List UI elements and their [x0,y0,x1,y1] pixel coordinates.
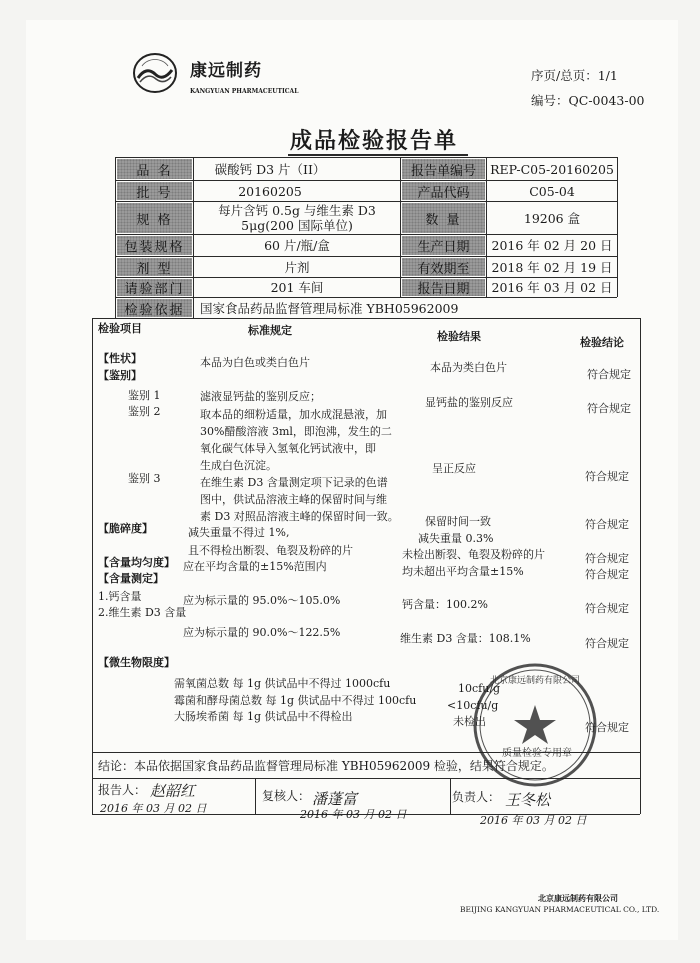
micro-1-result: 10cfu/g [458,682,501,695]
label-report-date: 报告日期 [402,279,485,296]
company-logo [132,52,178,94]
micro-conclusion: 符合规定 [585,721,629,734]
code-value: QC-0043-00 [568,93,645,108]
gai-result: 钙含量：100.2% [402,598,488,611]
cuisui-std-1: 减失重量不得过 1%, [188,526,290,539]
jb1-label: 鉴别 1 [128,389,161,402]
col-standard: 标准规定 [248,324,292,337]
package-spec: 60 片/瓶/盒 [264,238,330,253]
cuisui-std-2: 且不得检出断裂、龟裂及粉碎的片 [188,544,353,557]
report-title: 成品检验报告单 [290,128,459,154]
cuisui-con-2: 符合规定 [585,552,629,565]
jb12-result: 显钙盐的鉴别反应 [425,396,513,409]
seal-subtext: 质量检验专用章 [502,748,572,759]
jb12-std-2: 取本品的细粉适量，加水成混悬液，加 [200,408,387,421]
department: 201 车间 [270,280,324,295]
label-package: 包装规格 [117,236,192,255]
micro-1-standard: 需氧菌总数 每 1g 供试品中不得过 1000cfu [174,677,391,690]
expiry-date: 2018 年 02 月 19 日 [491,259,613,275]
seal-text: 北京康远制药有限公司 [490,676,581,686]
vd-result: 维生素 D3 含量：108.1% [400,632,531,645]
jb3-label: 鉴别 3 [128,472,161,485]
footer-company-cn: 北京康远制药有限公司 [538,893,618,903]
document-code [531,91,645,109]
col-result: 检验结果 [437,330,481,343]
label-batch: 批 号 [117,182,192,200]
xingzhuang-result: 本品为类白色片 [430,361,507,374]
mfg-date: 2016 年 02 月 20 日 [491,238,613,253]
cuisui-res-2: 减失重量 0.3% [418,532,494,545]
jb3-std-1: 在维生素 D3 含量测定项下记录的色谱 [200,476,388,489]
vd-standard: 应为标示量的 90.0%～122.5% [183,626,341,639]
product-name: 碳酸钙 D3 片（II） [214,161,326,177]
jb12-std-4: 氧化碳气体导入氢氧化钙试液中，即 [200,442,376,455]
jb3-std-3: 素 D3 对照品溶液主峰的保留时间一致。 [200,510,399,523]
col-conclusion: 检验结论 [580,336,624,349]
reviewer-signature: 潘蓬富 [312,790,358,808]
label-product-name: 品 名 [117,159,192,179]
title-underline [288,154,468,156]
report-number: REP-C05-20160205 [490,161,614,177]
batch-number: 20160205 [238,183,302,199]
page-label: 序页/总页： [531,68,598,83]
jb3-std-2: 图中，供试品溶液主峰的保留时间与维 [200,493,387,506]
xingzhuang-standard: 本品为白色或类白色片 [200,356,310,369]
jb12-std-1: 滤液显钙盐的鉴别反应； [200,390,321,403]
jb12-conclusion: 符合规定 [587,402,631,415]
vd-conclusion: 符合规定 [585,637,629,650]
label-dosage: 剂 型 [117,258,192,276]
code-label: 编号： [531,93,569,108]
test-cuisui: 【脆碎度】 [98,522,153,535]
micro-3-result: 未检出 [453,715,486,728]
micro-2-standard: 霉菌和酵母菌总数 每 1g 供试品中不得过 100cfu [174,694,417,707]
junyun-conclusion: 符合规定 [585,568,629,581]
test-junyun: 【含量均匀度】 [98,556,175,569]
vd-label: 2.维生素 D3 含量 [98,606,187,619]
responsible-signature: 王冬松 [505,791,551,809]
reviewer-date: 2016 年 03 月 02 日 [300,808,407,821]
gai-conclusion: 符合规定 [585,602,629,615]
reporter-date: 2016 年 03 月 02 日 [100,802,207,815]
label-basis: 检验依据 [117,299,192,317]
micro-2-result: <10cfu/g [447,699,499,712]
dosage-form: 片剂 [284,259,310,275]
label-dept: 请验部门 [117,279,192,296]
responsible-label: 负责人： [452,790,501,804]
results-right-border [640,318,641,814]
micro-3-standard: 大肠埃希菌 每 1g 供试品中不得检出 [174,710,353,723]
label-quantity: 数 量 [402,203,485,233]
test-micro: 【微生物限度】 [98,656,175,669]
company-name-en: KANGYUAN PHARMACEUTICAL [190,88,299,95]
cuisui-res-3: 未检出断裂、龟裂及粉碎的片 [402,548,545,561]
jb3-result: 呈正反应 [432,462,476,475]
test-xingzhuang: 【性状】 [98,352,142,365]
label-product-code: 产品代码 [402,182,485,200]
footer-company-en: BEIJING KANGYUAN PHARMACEUTICAL CO., LTD. [460,905,660,914]
test-jianbie: 【鉴别】 [98,369,142,382]
quantity: 19206 盒 [523,210,581,226]
basis: 国家食品药品监督管理局标准 YBH05962009 [200,300,459,316]
product-code: C05-04 [529,183,575,199]
spec: 每片含钙 0.5g 与维生素 D3 5μg(200 国际单位) [218,203,376,233]
label-spec: 规 格 [117,203,192,233]
col-item: 检验项目 [98,322,142,335]
reporter-signature: 赵韶红 [150,782,196,800]
report-date: 2016 年 03 月 02 日 [491,280,613,295]
jb3-conclusion: 符合规定 [585,470,629,483]
gai-standard: 应为标示量的 95.0%～105.0% [183,594,341,607]
label-mfg-date: 生产日期 [402,236,485,255]
gai-label: 1.钙含量 [98,590,142,603]
signature-divider-1 [255,778,256,814]
final-conclusion: 结论：本品依据国家食品药品监督管理局标准 YBH05962009 检验，结果符合规定。 [98,759,554,773]
company-name-cn: 康远制药 [190,61,262,81]
jb12-std-3: 30%醋酸溶液 3ml，即泡沸，发生的二 [200,425,392,438]
label-expiry: 有效期至 [402,258,485,276]
page-value: 1/1 [597,68,618,83]
junyun-standard: 应在平均含量的±15%范围内 [183,560,327,573]
junyun-result: 均未超出平均含量±15% [402,565,524,578]
cuisui-res-1: 保留时间一致 [425,515,491,528]
page-number [531,66,618,84]
responsible-date: 2016 年 03 月 02 日 [480,814,587,827]
cuisui-con-1: 符合规定 [585,518,629,531]
xingzhuang-conclusion: 符合规定 [587,368,631,381]
test-hanliang: 【含量测定】 [98,572,164,585]
results-left-border [92,318,93,814]
label-report-no: 报告单编号 [402,159,485,179]
reviewer-label: 复核人： [262,789,311,803]
jb2-label: 鉴别 2 [128,405,161,418]
jb12-std-5: 生成白色沉淀。 [200,459,277,472]
reporter-label: 报告人： [98,783,147,797]
